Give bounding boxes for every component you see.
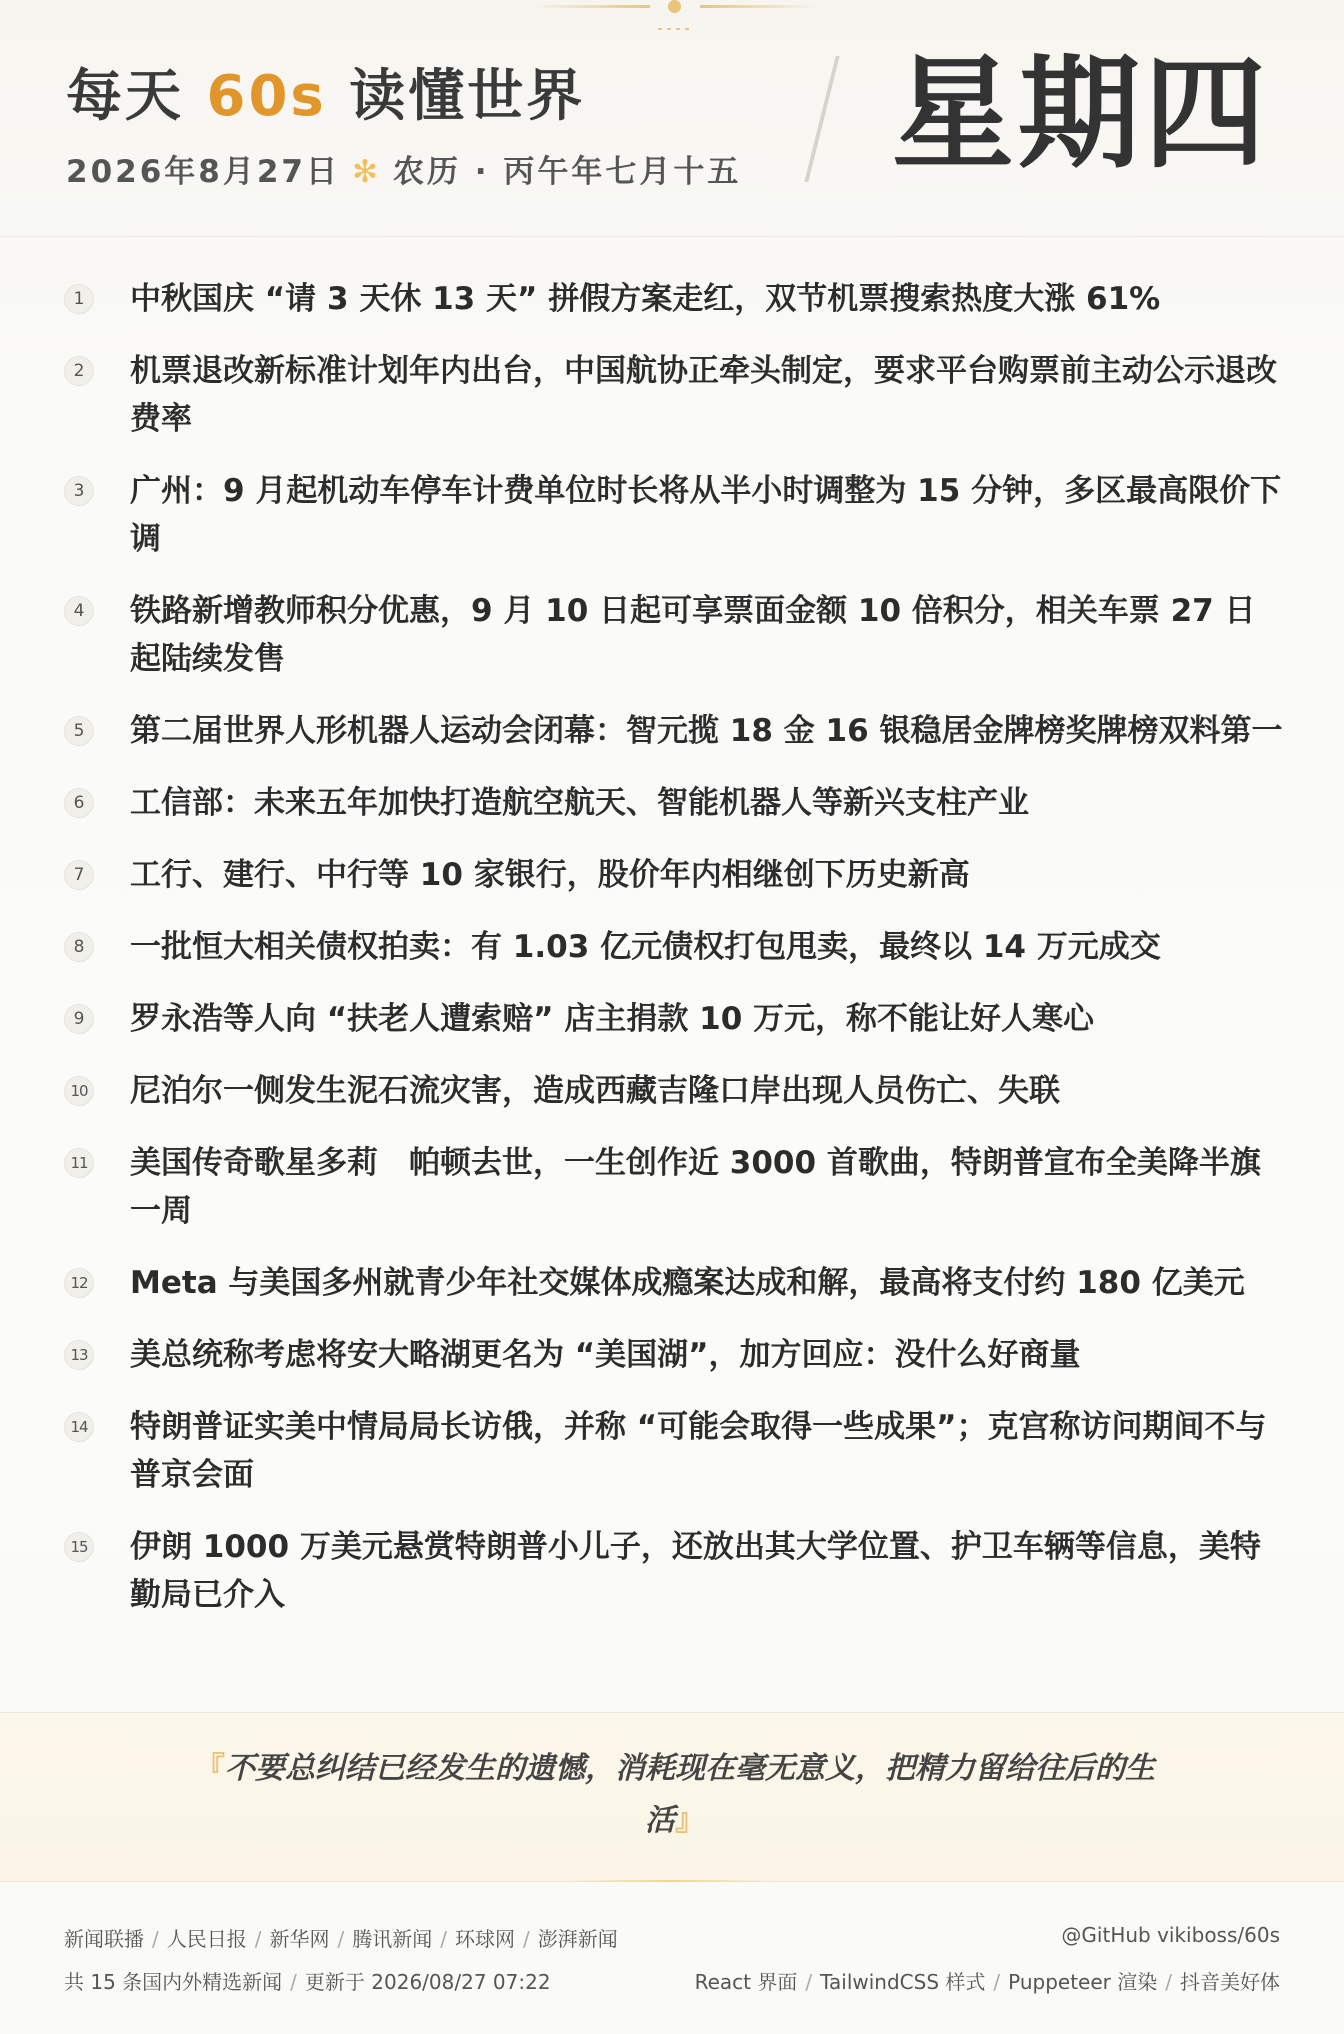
tech-stack [695,1966,1280,1995]
news-number-badge: 15 [64,1532,94,1562]
footer-separator: / [1165,1970,1172,1994]
news-item [0,1403,1344,1499]
news-item [0,467,1344,563]
news-text: 铁路新增教师积分优惠，9 月 10 日起可享票面金额 10 倍积分，相关车票 27 日起陆续发售 [130,593,1256,677]
news-item [0,1259,1344,1307]
news-source: 新闻联播 [64,1927,144,1951]
news-text: 罗永浩等人向 “扶老人遭索赔” 店主捐款 10 万元，称不能让好人寒心 [130,1001,1095,1037]
news-number-badge: 7 [64,860,94,890]
news-number-badge: 12 [64,1268,94,1298]
news-number-badge: 1 [64,284,94,314]
news-number-badge: 4 [64,596,94,626]
news-number-badge: 11 [64,1148,94,1178]
news-text: 尼泊尔一侧发生泥石流灾害，造成西藏吉隆口岸出现人员伤亡、失联 [130,1073,1060,1109]
footer-separator: / [993,1970,1001,1994]
news-list [0,275,1344,1643]
footer-separator: / [254,1927,262,1951]
news-text: 特朗普证实美中情局局长访俄，并称 “可能会取得一些成果”；克宫称访问期间不与普京会面 [130,1409,1267,1493]
quote-close-mark: 』 [675,1803,705,1838]
quote-text: 不要总纠结已经发生的遗憾，消耗现在毫无意义，把精力留给往后的生活 [225,1751,1155,1838]
footer-separator: / [523,1927,530,1951]
tech-item: 抖音美好体 [1180,1970,1280,1994]
news-text: 机票退改新标准计划年内出台，中国航协正牵头制定，要求平台购票前主动公示退改费率 [130,353,1277,437]
news-number-badge: 14 [64,1412,94,1442]
news-sources [64,1923,618,1952]
news-number-badge: 13 [64,1340,94,1370]
news-number-badge: 2 [64,356,94,386]
news-text: 一批恒大相关债权拍卖：有 1.03 亿元债权打包甩卖，最终以 14 万元成交 [130,929,1161,965]
footer-meta [64,1966,551,1995]
lunar-date: 农历 · 丙午年七月十五 [392,154,742,190]
news-text: 工行、建行、中行等 10 家银行，股价年内相继创下历史新高 [130,857,970,893]
news-text: 广州：9 月起机动车停车计费单位时长将从半小时调整为 15 分钟，多区最高限价下调 [130,473,1282,557]
footer-separator: / [337,1927,345,1951]
news-item [0,1067,1344,1115]
news-item [0,1331,1344,1379]
news-text: 第二届世界人形机器人运动会闭幕：智元揽 18 金 16 银稳居金牌榜奖牌榜双料第一 [130,713,1283,749]
header [0,0,1344,237]
news-item [0,851,1344,899]
title-accent: 60s [206,64,327,129]
news-text: 美总统称考虑将安大略湖更名为 “美国湖”，加方回应：没什么好商量 [130,1337,1081,1373]
news-number-badge: 3 [64,476,94,506]
update-time: 更新于 2026/08/27 07:22 [304,1970,551,1994]
news-number-badge: 8 [64,932,94,962]
news-number-badge: 10 [64,1076,94,1106]
divider-slash [804,56,839,182]
news-text: 伊朗 1000 万美元悬赏特朗普小儿子，还放出其大学位置、护卫车辆等信息，美特勤局已介入 [130,1529,1261,1613]
news-item [0,1139,1344,1235]
news-text: Meta 与美国多州就青少年社交媒体成瘾案达成和解，最高将支付约 180 亿美元 [130,1265,1245,1301]
title-prefix: 每天 [66,64,184,129]
footer-separator: / [152,1927,159,1951]
news-item [0,1523,1344,1619]
news-source: 新华网 [269,1927,330,1951]
news-source: 人民日报 [166,1927,247,1951]
tech-item: React 界面 [694,1970,798,1994]
news-text: 美国传奇歌星多莉 帕顿去世，一生创作近 3000 首歌曲，特朗普宣布全美降半旗一周 [130,1145,1261,1229]
news-number-badge: 5 [64,716,94,746]
news-item [0,779,1344,827]
quote-open-mark: 『 [195,1751,225,1786]
footer-separator: / [440,1927,447,1951]
news-count: 共 15 条国内外精选新闻 [64,1970,283,1994]
weekday: 星期四 [892,43,1270,185]
news-source: 环球网 [455,1927,515,1951]
date-text: 2026年8月27日 [66,154,340,190]
news-item [0,275,1344,323]
news-number-badge: 9 [64,1004,94,1034]
repo-link[interactable]: @GitHub vikiboss/60s [1061,1923,1280,1947]
tech-item: TailwindCSS 样式 [820,1970,986,1994]
news-item [0,587,1344,683]
news-text: 工信部：未来五年加快打造航空航天、智能机器人等新兴支柱产业 [130,785,1029,821]
footer-separator: / [805,1970,813,1994]
daily-quote [170,1743,1180,1847]
star-icon: ✻ [352,154,381,190]
date-line [66,146,741,191]
news-item [0,923,1344,971]
news-item [0,707,1344,755]
page-title [66,52,585,132]
footer-glow [560,1880,780,1882]
news-source: 澎湃新闻 [537,1927,618,1951]
footer-separator: / [290,1970,297,1994]
news-item [0,347,1344,443]
quote-band [0,1712,1344,1882]
tech-item: Puppeteer 渲染 [1008,1970,1158,1994]
news-number-badge: 6 [64,788,94,818]
title-suffix: 读懂世界 [349,64,586,129]
footer [0,1880,1344,2034]
news-item [0,995,1344,1043]
news-source: 腾讯新闻 [352,1927,433,1951]
news-text: 中秋国庆 “请 3 天休 13 天” 拼假方案走红，双节机票搜索热度大涨 61% [130,281,1161,317]
